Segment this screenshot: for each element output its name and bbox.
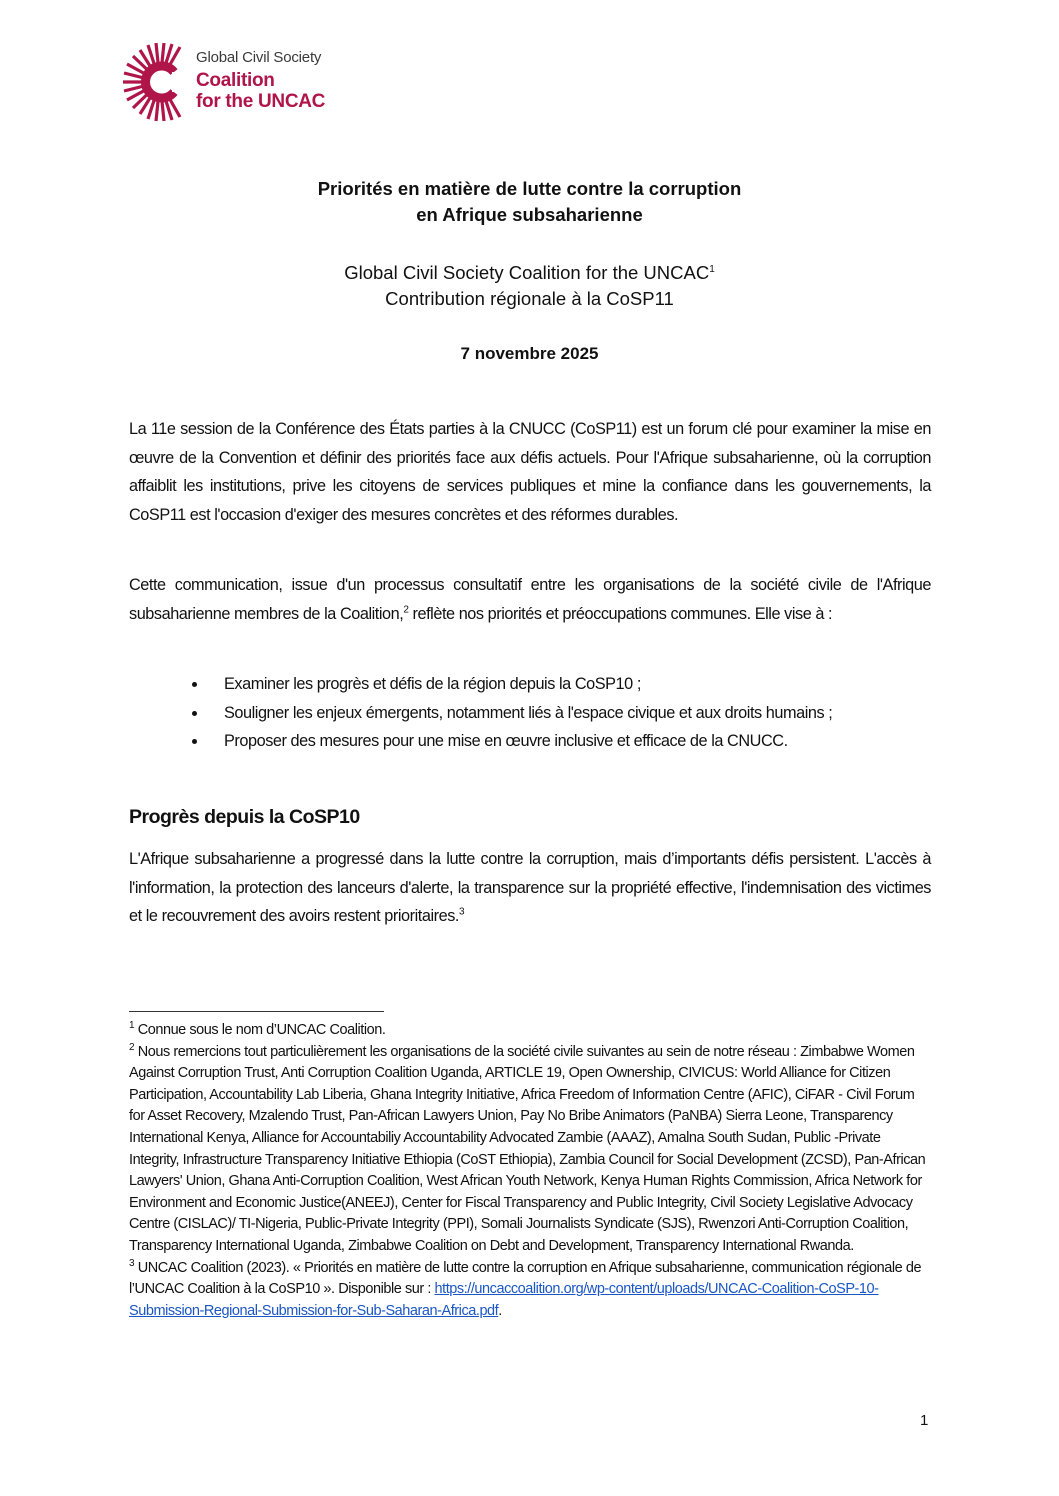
logo — [122, 42, 362, 122]
logo-text-line1: Global Civil Society — [196, 49, 322, 66]
page-number: 1 — [920, 1412, 929, 1429]
coalition-sunburst-icon — [122, 42, 192, 122]
document-subtitle: Global Civil Society Coalition for the UNCAC$^1$ Contribution régionale à la CoSP11 — [344, 262, 715, 309]
footnote-ref-1[interactable]: 1 — [709, 263, 715, 275]
list-item: Souligner les enjeux émergents, notamment liés à l'espace civique et aux droits humains ; — [192, 699, 932, 728]
footnote-ref-2[interactable]: 2 — [403, 604, 409, 616]
footnote-ref-3[interactable]: 3 — [458, 906, 465, 918]
list-item: Examiner les progrès et défis de la région depuis la CoSP10 ; — [192, 670, 932, 699]
logo-text-line2: Coalition — [196, 70, 275, 91]
document-title: Priorités en matière de lutte contre la corruption en Afrique subsaharienne — [317, 178, 742, 225]
progress-paragraph: L'Afrique subsaharienne a progressé dans la lutte contre la corruption, mais d’importants défis persistent. L'accès à l'information, la protection des lanceurs d'alerte, la transparence sur la propriété effective, l'indemnisation des victimes et le recouvrement des avoirs restent prioritaires.$^3$ — [129, 850, 931, 926]
bullet-icon — [192, 682, 197, 687]
footnotes — [129, 1020, 931, 1322]
intro-paragraph: La 11e session de la Conférence des États parties à la CNUCC (CoSP11) est un forum clé pour examiner la mise en œuvre de la Convention et définir des priorités face aux défis actuels. Pour l'Afrique subsaharienne, où la corruption affaiblit les institutions, prive les citoyens de services publiques et mine la confiance dans les gouvernements, la CoSP11 est l'occasion d'exiger des mesures concrètes et des réformes durables. — [129, 420, 931, 524]
section-heading: Progrès depuis la CoSP10 — [129, 806, 360, 828]
document-date: 7 novembre 2025 — [460, 344, 599, 363]
logo-text-line3: for the UNCAC — [196, 91, 326, 112]
objectives-list — [192, 670, 932, 756]
footnote-3: $^3$ UNCAC Coalition (2023). « Priorités en matière de lutte contre la corruption en Afrique subsaharienne, communication régionale de l’UNCAC Coalition à la CoSP10 ». Disponible sur : https://uncaccoalition.org/wp-content/uploads/UNCAC-Coalition-CoSP-10-Submission-Regional-Submission-for-Sub-Saharan-Africa.pdf. — [129, 1257, 922, 1319]
footnote-1: $^1$ Connue sous le nom d’UNCAC Coalition. — [129, 1020, 386, 1038]
list-item: Proposer des mesures pour une mise en œuvre inclusive et efficace de la CNUCC. — [192, 727, 932, 756]
bullet-icon — [192, 739, 197, 744]
footnote-separator — [129, 1011, 384, 1012]
footnote-2: $^2$ Nous remercions tout particulièrement les organisations de la société civile suivantes au sein de notre réseau : Zimbabwe Women Against Corruption Trust, Anti Corruption Coalition Uganda, ARTICLE 19, Open Ownership, CIVICUS: World Alliance for Citizen Participation, Accountability Lab Liberia, Ghana Integrity Initiative, Africa Freedom of Information Centre (AFIC), CiFAR - Civil Forum for Asset Recovery, Mzalendo Trust, Pan-African Lawyers Union, Pay No Bribe Animators (PaNBA) Sierra Leone, Transparency International Kenya, Alliance for Accountabiliy Accountability Advocated Zambie (AAAZ), Amalna South Sudan, Public -Private Integrity, Infrastructure Transparency Initiative Ethiopia (CoST Ethiopia), Zambia Council for Social Development (ZCSD), Pan-African Lawyers' Union, Ghana Anti-Corruption Coalition, West African Youth Network, Kenya Human Rights Commission, Africa Network for Environment and Economic Justice(ANEEJ), Center for Fiscal Transparency and Public Integrity, Civil Society Legislative Advocacy Centre (CISLAC)/ TI-Nigeria, Public-Private Integrity (PPI), Somali Journalists Syndicate (SJS), Rwenzori Anti-Corruption Coalition, Transparency International Uganda, Zimbabwe Coalition on Debt and Development, Transparency International Rwanda. — [129, 1041, 926, 1254]
source-link[interactable]: https://uncaccoalition.org/wp-content/uploads/UNCAC-Coalition-CoSP-10-Submission-Regional-Submission-for-Sub-Saharan-Africa.pdf — [129, 1281, 879, 1319]
purpose-paragraph: Cette communication, issue d'un processus consultatif entre les organisations de la société civile de l'Afrique subsaharienne membres de la Coalition,$^2$ reflète nos priorités et préoccupations communes. Elle vise à : — [129, 576, 931, 623]
bullet-icon — [192, 711, 197, 716]
